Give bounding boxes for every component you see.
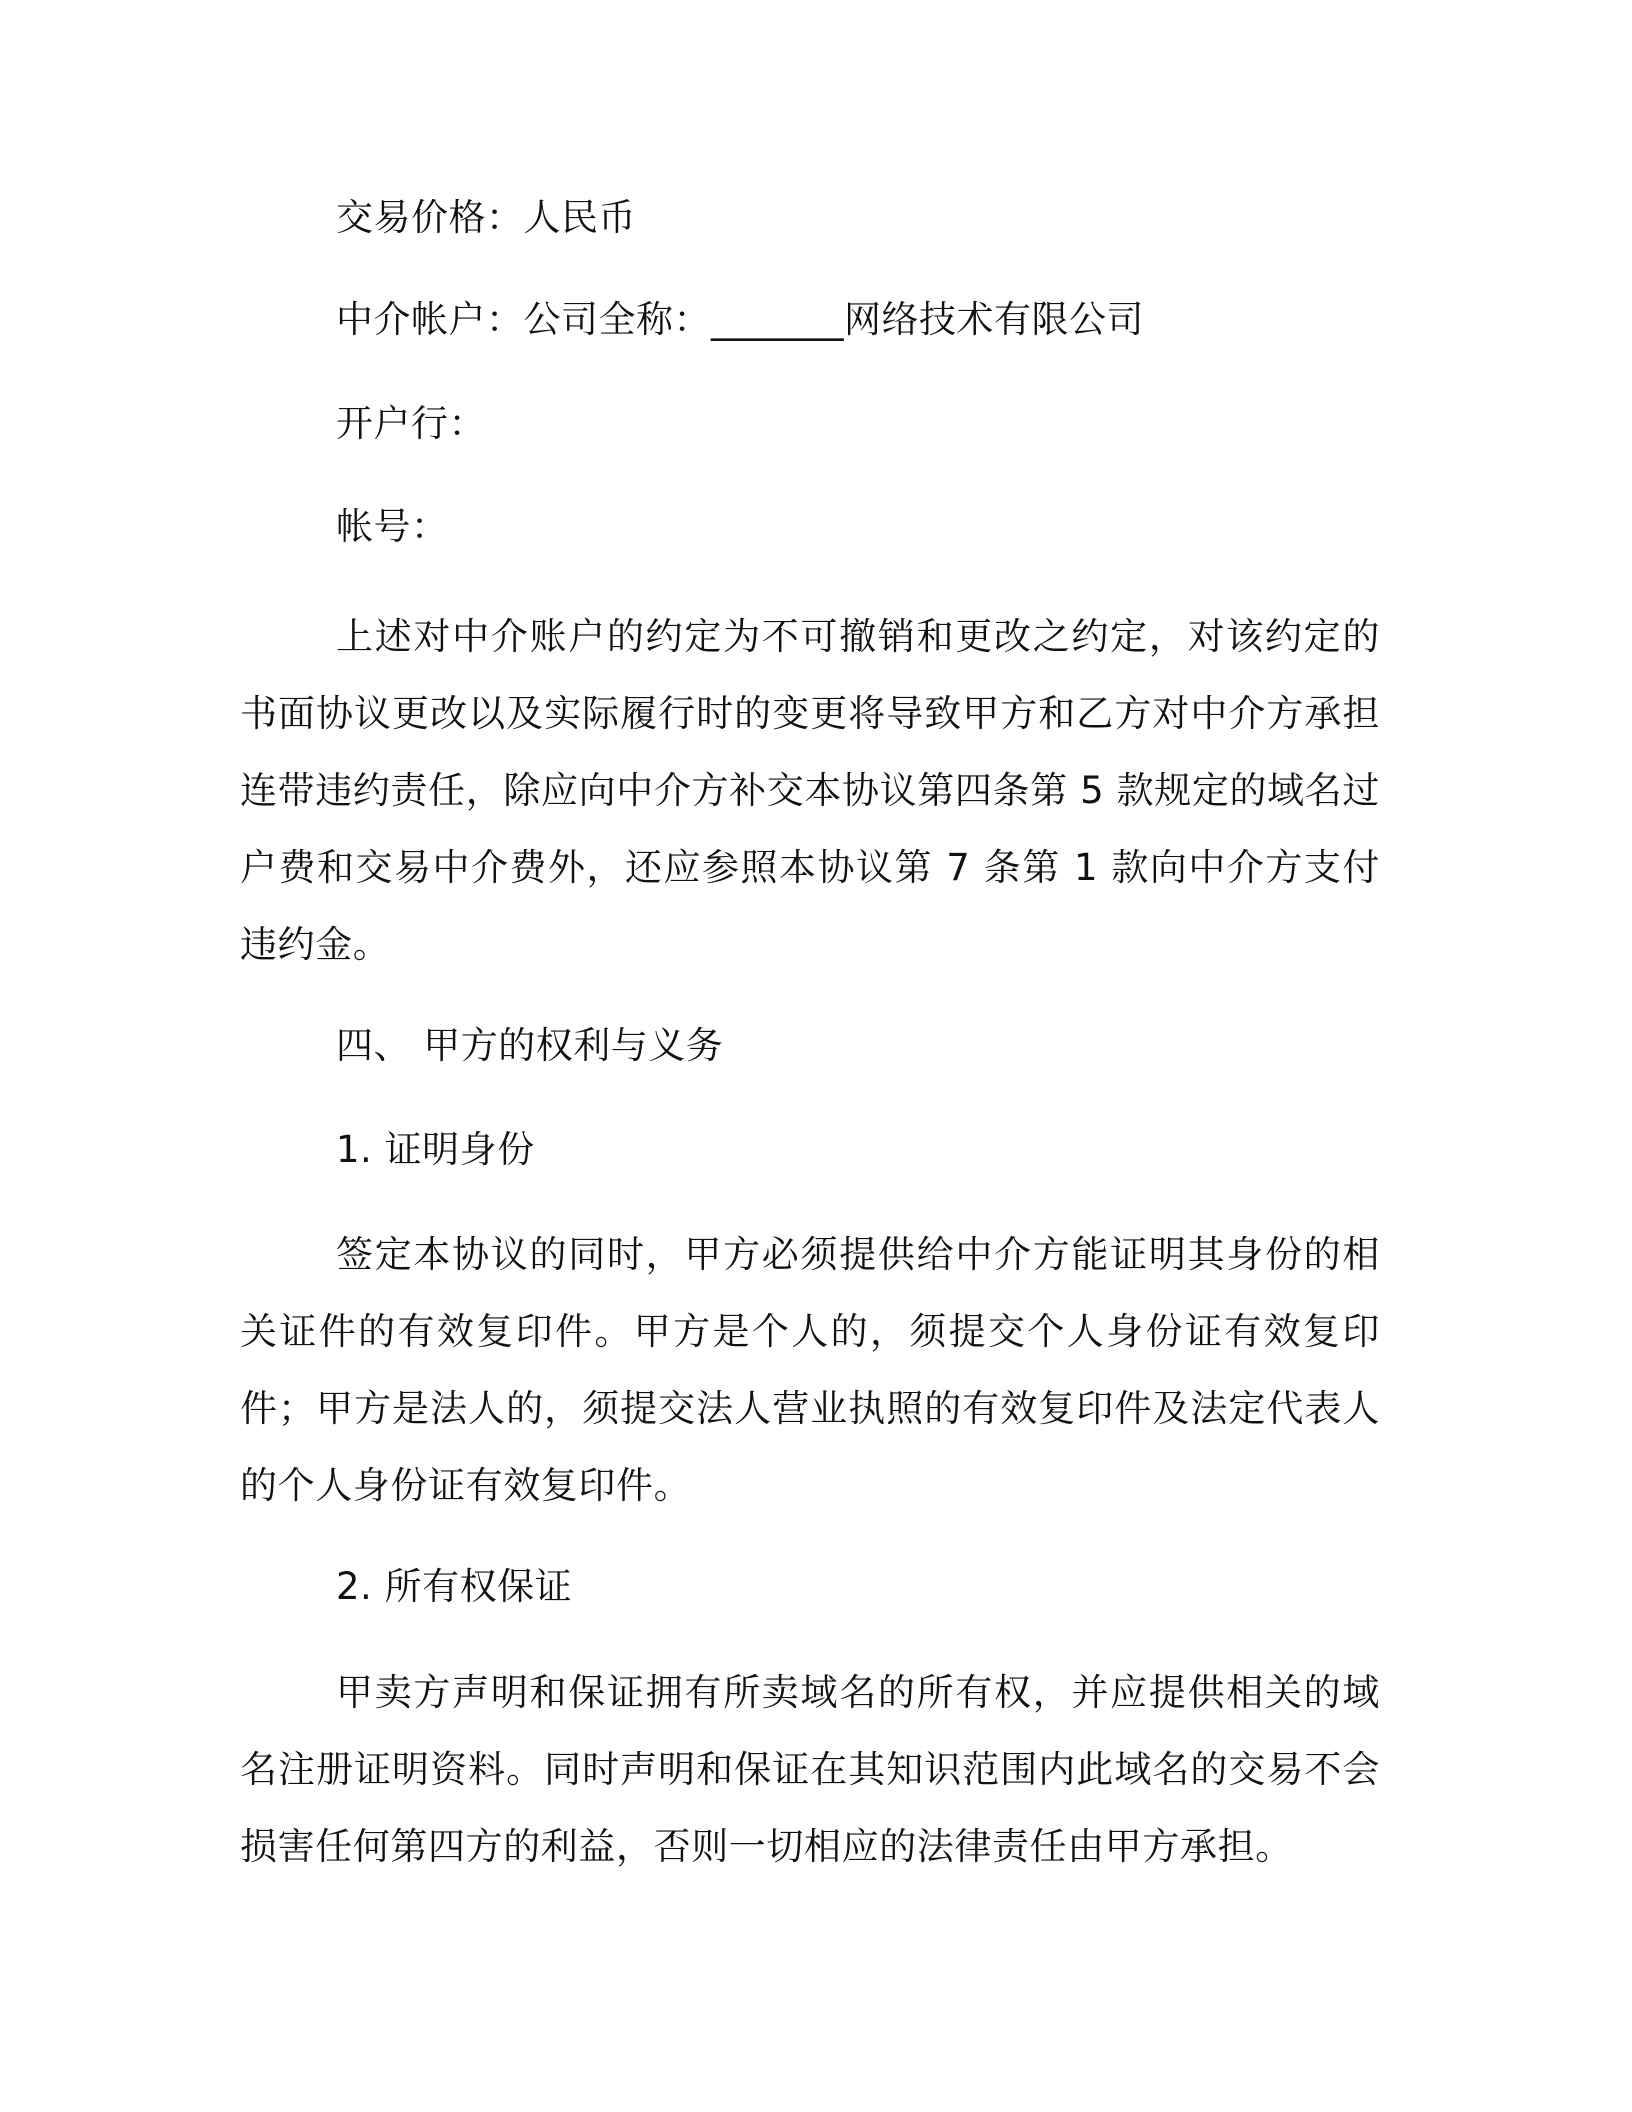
bank-line: 开户行： [336, 402, 486, 445]
item1-heading: 1. 证明身份 [336, 1128, 535, 1171]
price-line: 交易价格：人民币 [336, 196, 636, 239]
item2-body-paragraph: 甲卖方声明和保证拥有所卖域名的所有权，并应提供相关的域名注册证明资料。同时声明和保证在其知识范围内此域名的交易不会损害任何第四方的利益，否则一切相应的法律责任由甲方承担。 [240, 1671, 1380, 1868]
item1-body-paragraph: 签定本协议的同时，甲方必须提供给中介方能证明其身份的相关证件的有效复印件。甲方是个人的，须提交个人身份证有效复印件；甲方是法人的，须提交法人营业执照的有效复印件及法定代表人的个人身份证有效复印件。 [240, 1233, 1380, 1507]
section-four-heading: 四、 甲方的权利与义务 [336, 1024, 724, 1067]
escrow-terms-paragraph: 上述对中介账户的约定为不可撤销和更改之约定，对该约定的书面协议更改以及实际履行时的变更将导致甲方和乙方对中介方承担连带违约责任，除应向中介方补交本协议第四条第 5 款规定的域名过户费和交易中介费外，还应参照本协议第 7 条第 1 款向中介方支付违约金。 [240, 615, 1380, 966]
escrow-account-line: 中介帐户：公司全称：_______网络技术有限公司 [336, 298, 1144, 341]
item2-heading: 2. 所有权保证 [336, 1565, 573, 1608]
account-number-line: 帐号： [336, 505, 449, 548]
